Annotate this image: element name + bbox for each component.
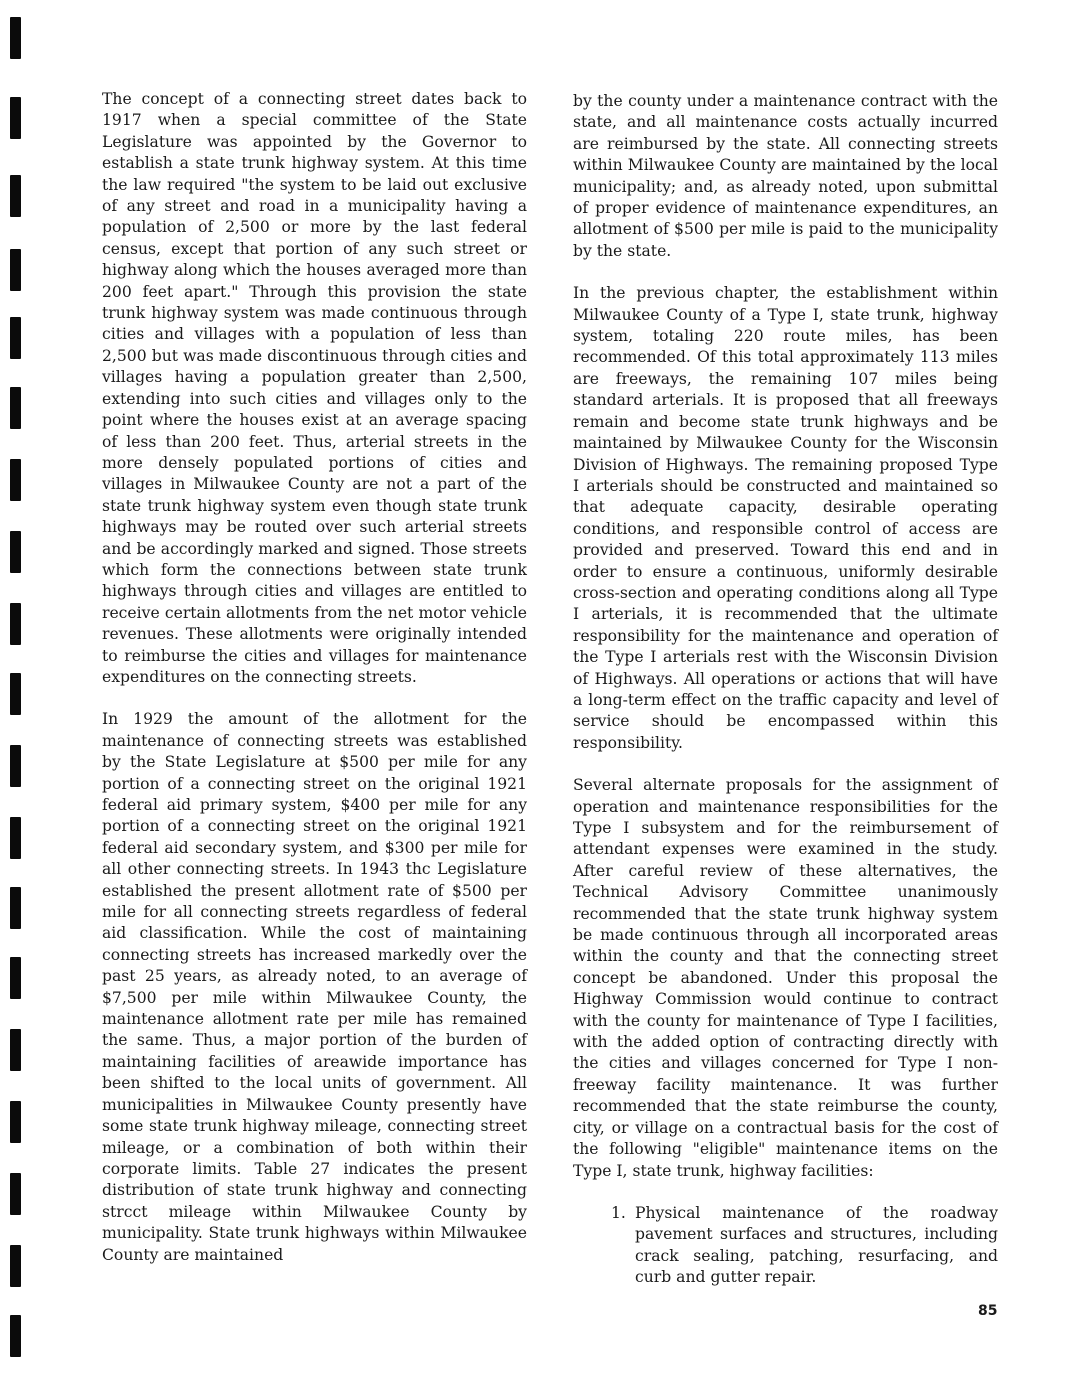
binding-mark xyxy=(10,17,21,59)
body-paragraph: In the previous chapter, the establishment within Milwaukee County of a Type I, state trunk, highway system, totaling 220 route miles, has been recommended. Of this total approximately 113 miles are freeways, the remaining 107 miles being standard arterials. It is proposed that all freeways remain and become state trunk highways and be maintained by Milwaukee County for the Wisconsin Division of Highways. The remaining proposed Type I arterials should be constructed and maintained so that adequate capacity, desirable operating conditions, and responsible control of access are provided and preserved. Toward this end and in order to ensure a continuous, uniformly desirable cross-section and operating conditions along all Type I arterials, it is recommended that the ultimate responsibility for the maintenance and operation of the Type I arterials rest with the Wisconsin Division of Highways. All operations or actions that will have a long-term effect on the traffic capacity and level of service should be encompassed within this responsibility. xyxy=(573,284,998,752)
left-column xyxy=(102,89,527,1287)
binding-mark xyxy=(10,175,21,217)
binding-mark xyxy=(10,817,21,859)
binding-mark xyxy=(10,957,21,999)
binding-mark xyxy=(10,531,21,573)
page-number: 85 xyxy=(978,1303,998,1319)
list-item-text: Physical maintenance of the roadway pavement surfaces and structures, including crack sealing, patching, resurfacing, and curb and gutter repair. xyxy=(635,1203,998,1287)
binding-mark xyxy=(10,1101,21,1143)
list-item-number: 1. xyxy=(611,1203,626,1222)
binding-mark xyxy=(10,887,21,929)
binding-mark xyxy=(10,745,21,787)
binding-mark xyxy=(10,673,21,715)
body-paragraph: by the county under a maintenance contract with the state, and all maintenance costs actually incurred are reimbursed by the state. All connecting streets within Milwaukee County are maintained by the local municipality; and, as already noted, upon submittal of proper evidence of maintenance expenditures, an allotment of $500 per mile is paid to the municipality by the state. xyxy=(573,92,998,260)
maintenance-items-list xyxy=(573,1203,998,1289)
list-item xyxy=(573,1203,998,1289)
binding-mark xyxy=(10,387,21,429)
body-paragraph: In 1929 the amount of the allotment for the maintenance of connecting streets was established by the State Legislature at $500 per mile for any portion of a connecting street on the original 1921 federal aid primary system, $400 per mile for any portion of a connecting street on the original 1921 federal aid secondary system, and $300 per mile for all other connecting streets. In 1943 thc Legislature established the present allotment rate of $500 per mile for all connecting streets regardless of federal aid classification. While the cost of maintaining connecting streets has increased markedly over the past 25 years, as already noted, to an average of $7,500 per mile within Milwaukee County, the maintenance allotment rate per mile has remained the same. Thus, a major portion of the burden of maintaining facilities of areawide importance has been shifted to the local units of government. All municipalities in Milwaukee County presently have some state trunk highway mileage, connecting street mileage, or a combination of both within their corporate limits. Table 27 indicates the present distribution of state trunk highway and connecting strcct mileage within Milwaukee County by municipality. State trunk highways within Milwaukee County are maintained xyxy=(102,710,527,1264)
binding-mark xyxy=(10,97,21,139)
binding-mark xyxy=(10,1245,21,1287)
binding-mark xyxy=(10,249,21,291)
binding-mark xyxy=(10,459,21,501)
body-paragraph: Several alternate proposals for the assignment of operation and maintenance responsibilities for the Type I subsystem and for the reimbursement of attendant expenses were examined in the study. After careful review of these alternatives, the Technical Advisory Committee unanimously recommended that the state trunk highway system be made continuous through all incorporated areas within the county and that the connecting street concept be abandoned. Under this proposal the Highway Commission would continue to contract with the county for maintenance of Type I facilities, with the added option of contracting directly with the cities and villages concerned for Type I non-freeway facility maintenance. It was further recommended that the state reimburse the county, city, or village on a contractual basis for the cost of the following "eligible" maintenance items on the Type I, state trunk, highway facilities: xyxy=(573,776,998,1180)
binding-mark xyxy=(10,1315,21,1357)
binding-mark xyxy=(10,603,21,645)
binding-marks xyxy=(10,0,24,1380)
binding-mark xyxy=(10,317,21,359)
right-column xyxy=(573,89,998,1289)
body-paragraph: The concept of a connecting street dates back to 1917 when a special committee of the State Legislature was appointed by the Governor to establish a state trunk highway system. At this time the law required "the system to be laid out exclusive of any street and road in a municipality having a population of 2,500 or more by the last federal census, except that portion of any such street or highway along which the houses averaged more than 200 feet apart." Through this provision the state trunk highway system was made continuous through cities and villages with a population of less than 2,500 but was made discontinuous through cities and villages having a population greater than 2,500, extending into such cities and villages only to the point where the houses exist at an average spacing of less than 200 feet. Thus, arterial streets in the more densely populated portions of cities and villages in Milwaukee County are not a part of the state trunk highway system even though state trunk highways may be routed over such arterial streets and be accordingly marked and signed. Those streets which form the connections between state trunk highways through cities and villages are entitled to receive certain allotments from the net motor vehicle revenues. These allotments were originally intended to reimburse the cities and villages for maintenance expenditures on the connecting streets. xyxy=(102,90,527,686)
binding-mark xyxy=(10,1173,21,1215)
binding-mark xyxy=(10,1029,21,1071)
